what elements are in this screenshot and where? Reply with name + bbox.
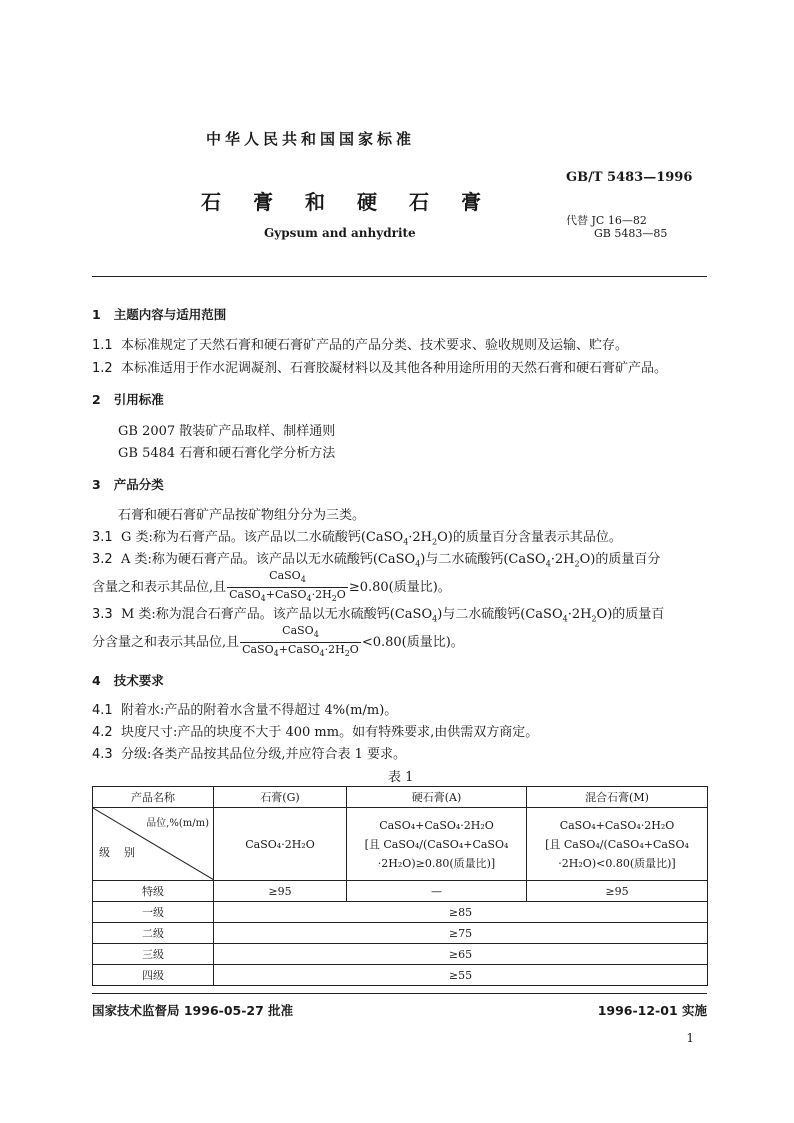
section-1-heading	[92, 305, 226, 323]
clause-text: 块度尺寸:产品的块度不大于 400 mm。如有特殊要求,由供需双方商定。	[120, 725, 539, 740]
table-formula-row	[93, 808, 708, 881]
formula-line: ·2H₂O)<0.80(质量比)]	[558, 856, 676, 870]
diagonal-top-label: 品位,%(m/m)	[146, 818, 209, 829]
subscript: 4	[562, 614, 568, 624]
subscript: 4	[403, 537, 409, 547]
replaces-line-1: 代替 JC 16—82	[566, 214, 647, 227]
section-number: 1	[92, 307, 101, 322]
table-row	[93, 881, 708, 902]
clause-number: 3.3	[92, 607, 113, 622]
section-title: 产品分类	[113, 477, 164, 492]
header-divider	[92, 276, 707, 277]
clause-number: 4.1	[92, 703, 113, 718]
section-title: 引用标准	[113, 392, 164, 407]
clause-text: )与二水硫酸钙(CaSO	[420, 552, 546, 567]
fraction-numerator: CaSO$_4$	[227, 569, 348, 588]
clause-text: O)的质量百分	[579, 552, 661, 567]
clause-number: 4.2	[92, 725, 113, 740]
national-standard-heading: 中华人民共和国国家标准	[206, 130, 416, 148]
subscript: 4	[545, 559, 551, 569]
anhydrite-formula	[347, 808, 527, 881]
subscript: 2	[574, 559, 580, 569]
grade-value: ≥65	[214, 944, 708, 965]
clause-number: 1.1	[92, 338, 113, 353]
table-row	[93, 923, 708, 944]
fraction-numerator: CaSO$_4$	[240, 624, 361, 643]
clause-3-3	[92, 603, 664, 624]
clause-text: G 类:称为石膏产品。该产品以二水硫酸钙(CaSO	[120, 530, 404, 545]
clause-text: ·2H	[567, 607, 592, 622]
table-row	[93, 902, 708, 923]
subscript: 4	[415, 559, 421, 569]
fraction-denominator: $CaSO_4+CaSO_4\cdot 2H_2O$	[229, 588, 346, 604]
formula-line: ·2H₂O)≥0.80(质量比)]	[377, 856, 496, 870]
clause-text: 含量之和表示其品位,且	[92, 580, 227, 596]
grade-label: 四级	[93, 965, 214, 986]
classification-intro: 石膏和硬石膏矿产品按矿物组分分为三类。	[118, 508, 366, 523]
header-product-name: 产品名称	[93, 787, 214, 808]
clause-text: <0.80(质量比)。	[361, 635, 464, 651]
clause-number: 3.2	[92, 552, 113, 567]
clause-number: 4.3	[92, 747, 113, 762]
clause-text: O)的质量百	[596, 607, 665, 622]
clause-number: 3.1	[92, 530, 113, 545]
grade-label: 特级	[93, 881, 214, 902]
formula-line: [且 CaSO₄/(CaSO₄+CaSO₄	[364, 837, 509, 851]
subscript: 2	[432, 537, 438, 547]
section-number: 3	[92, 477, 101, 492]
clause-text: 分含量之和表示其品位,且	[92, 635, 240, 651]
subscript: 2	[591, 614, 597, 624]
clause-text: O)的质量百分含量表示其品位。	[437, 530, 622, 545]
approval-line: 国家技术监督局 1996-05-27 批准	[92, 1003, 294, 1018]
gypsum-value: ≥95	[214, 881, 347, 902]
clause-3-1	[92, 526, 622, 547]
clause-1-2	[92, 357, 667, 376]
header-mixed-gypsum: 混合石膏(M)	[527, 787, 708, 808]
title-char: 石	[201, 190, 221, 214]
clause-text: )与二水硫酸钙(CaSO	[437, 607, 563, 622]
title-char: 硬	[357, 190, 377, 214]
ratio-fraction	[227, 569, 348, 606]
clause-1-1	[92, 334, 628, 353]
clause-text: A 类:称为硬石膏产品。该产品以无水硫酸钙(CaSO	[120, 552, 416, 567]
diagonal-header-cell	[93, 808, 214, 881]
diagonal-bottom-label: 级 别	[99, 846, 135, 859]
standard-number: GB/T 5483—1996	[566, 170, 693, 185]
table-caption: 表 1	[388, 770, 414, 785]
footer-divider	[92, 993, 707, 994]
clause-text: 分级:各类产品按其品位分级,并应符合表 1 要求。	[120, 747, 407, 762]
clause-3-3-condition	[92, 624, 464, 661]
formula-line: [且 CaSO₄/(CaSO₄+CaSO₄	[545, 837, 689, 851]
grade-value: ≥85	[214, 902, 708, 923]
title-char: 膏	[253, 190, 273, 214]
subscript: 4	[432, 614, 438, 624]
clause-number: 1.2	[92, 361, 113, 376]
clause-3-2	[92, 548, 660, 569]
clause-text: ≥0.80(质量比)。	[348, 580, 451, 596]
section-2-heading	[92, 390, 164, 408]
table-row	[93, 944, 708, 965]
section-3-heading	[92, 475, 164, 493]
section-title: 主题内容与适用范围	[113, 307, 227, 322]
implementation-line: 1996-12-01 实施	[597, 1003, 707, 1018]
grade-table	[92, 786, 708, 986]
document-title	[201, 186, 513, 215]
clause-4-2	[92, 721, 538, 740]
grade-label: 二级	[93, 923, 214, 944]
title-char: 膏	[461, 190, 481, 214]
grade-value: ≥75	[214, 923, 708, 944]
fraction-denominator: $CaSO_4+CaSO_4\cdot 2H_2O$	[242, 643, 359, 659]
section-number: 4	[92, 673, 101, 688]
header-anhydrite: 硬石膏(A)	[347, 787, 527, 808]
reference-gb2007: GB 2007 散装矿产品取样、制样通则	[118, 424, 336, 439]
replaces-line-2: GB 5483—85	[594, 227, 668, 240]
clause-4-1	[92, 699, 397, 718]
clause-text: ·2H	[550, 552, 575, 567]
mixed-value: ≥95	[527, 881, 708, 902]
clause-text: 本标准规定了天然石膏和硬石膏矿产品的产品分类、技术要求、验收规则及运输、贮存。	[120, 338, 628, 353]
page-number: 1	[686, 1031, 694, 1045]
table-header-row	[93, 787, 708, 808]
clause-text: 附着水:产品的附着水含量不得超过 4%(m/m)。	[120, 703, 398, 718]
anhydrite-value: —	[347, 881, 527, 902]
grade-value: ≥55	[214, 965, 708, 986]
formula-line: CaSO₄+CaSO₄·2H₂O	[379, 818, 494, 832]
section-4-heading	[92, 671, 164, 689]
header-gypsum: 石膏(G)	[214, 787, 347, 808]
grade-label: 三级	[93, 944, 214, 965]
reference-gb5484: GB 5484 石膏和硬石膏化学分析方法	[118, 446, 336, 461]
ratio-fraction	[240, 624, 361, 661]
grade-label: 一级	[93, 902, 214, 923]
section-title: 技术要求	[113, 673, 164, 688]
clause-text: ·2H	[408, 530, 433, 545]
clause-3-2-condition	[92, 569, 451, 606]
title-char: 石	[409, 190, 429, 214]
clause-4-3	[92, 743, 406, 762]
formula-line: CaSO₄+CaSO₄·2H₂O	[559, 818, 675, 832]
clause-text: M 类:称为混合石膏产品。该产品以无水硫酸钙(CaSO	[120, 607, 433, 622]
clause-text: 本标准适用于作水泥调凝剂、石膏胶凝材料以及其他各种用途所用的天然石膏和硬石膏矿产品。	[120, 361, 667, 376]
gypsum-formula: CaSO₄·2H₂O	[214, 808, 347, 881]
title-char: 和	[305, 190, 325, 214]
english-title: Gypsum and anhydrite	[264, 226, 416, 240]
section-number: 2	[92, 392, 101, 407]
mixed-formula	[527, 808, 708, 881]
table-row	[93, 965, 708, 986]
